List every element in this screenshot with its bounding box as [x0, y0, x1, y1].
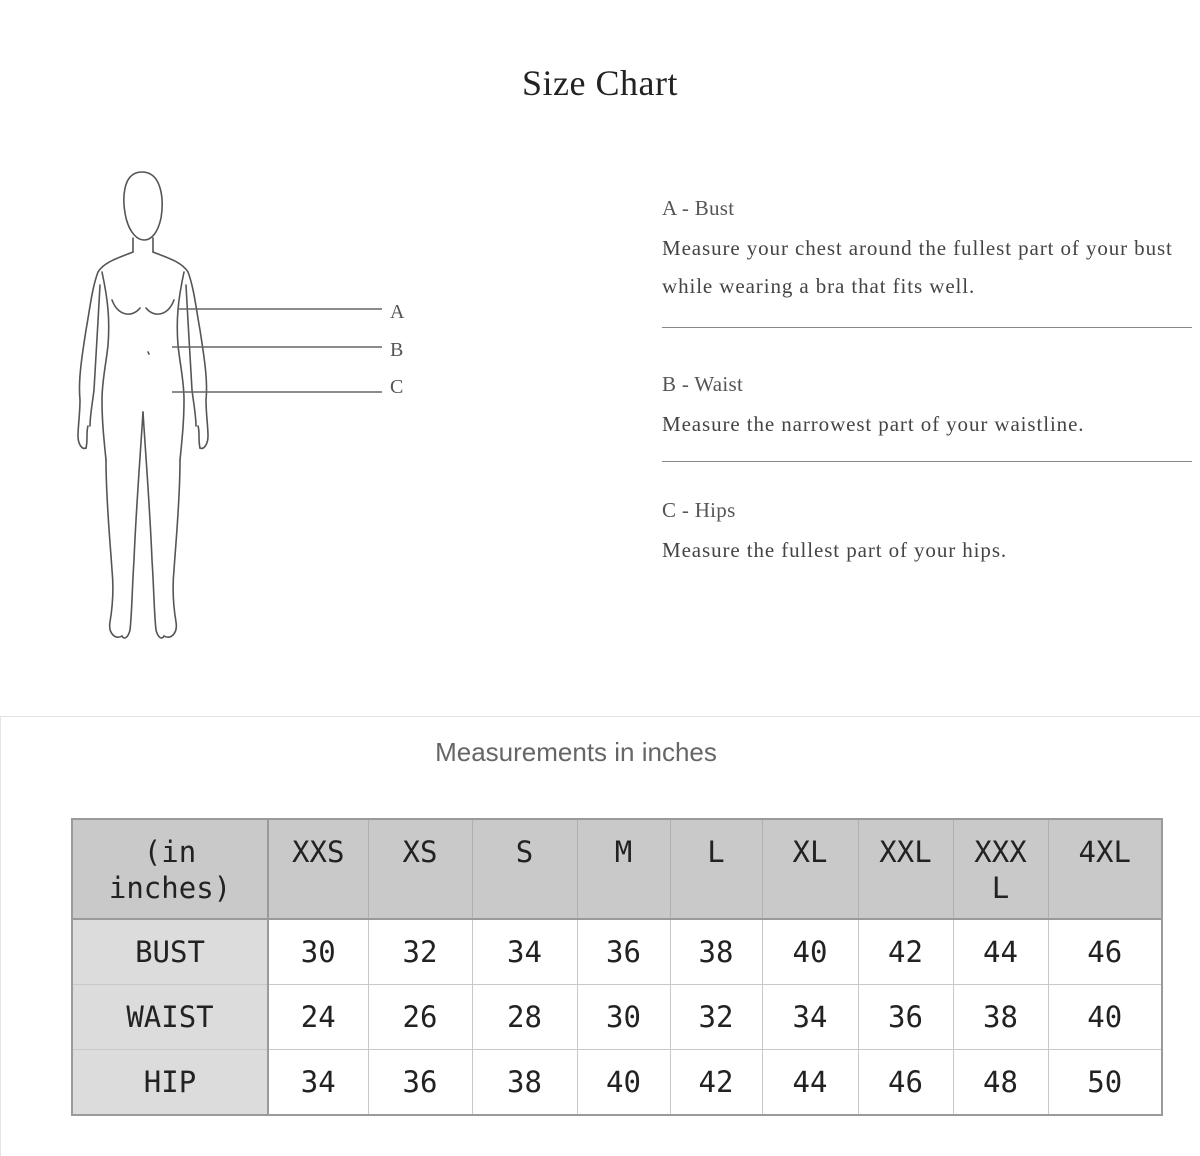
page-title: Size Chart — [522, 63, 678, 103]
table-cell: 40 — [762, 919, 858, 985]
hips-title: C - Hips — [662, 498, 736, 522]
size-header-xxs: XXS — [268, 819, 368, 919]
table-cell: 34 — [268, 1050, 368, 1116]
size-header-m: M — [577, 819, 670, 919]
table-cell: 28 — [472, 985, 577, 1050]
table-cell: 48 — [953, 1050, 1048, 1116]
measurement-instructions — [662, 196, 1192, 569]
table-cell: 44 — [762, 1050, 858, 1116]
hips-text: Measure the fullest part of your hips. — [662, 538, 1008, 562]
table-cell: 38 — [670, 919, 762, 985]
table-cell: 30 — [577, 985, 670, 1050]
row-label-waist: WAIST — [72, 985, 268, 1050]
table-cell: 42 — [858, 919, 953, 985]
waist-title: B - Waist — [662, 372, 744, 396]
table-cell: 44 — [953, 919, 1048, 985]
table-row — [72, 919, 1162, 985]
table-cell: 36 — [858, 985, 953, 1050]
guide-label-a: A — [390, 301, 405, 323]
waist-instruction — [662, 372, 1192, 443]
table-caption: Measurements in inches — [435, 737, 717, 767]
size-table — [71, 818, 1163, 1116]
table-cell: 34 — [472, 919, 577, 985]
table-row — [72, 1050, 1162, 1116]
table-cell: 46 — [858, 1050, 953, 1116]
bust-title: A - Bust — [662, 196, 735, 220]
corner-header: (in inches) — [72, 819, 268, 919]
row-label-hip: HIP — [72, 1050, 268, 1116]
table-cell: 24 — [268, 985, 368, 1050]
divider — [662, 327, 1192, 328]
table-cell: 26 — [368, 985, 472, 1050]
size-header-l: L — [670, 819, 762, 919]
size-header-s: S — [472, 819, 577, 919]
size-header-xl: XL — [762, 819, 858, 919]
bust-instruction — [662, 196, 1192, 305]
table-cell: 50 — [1048, 1050, 1162, 1116]
table-cell: 36 — [577, 919, 670, 985]
hips-instruction — [662, 498, 1192, 569]
table-cell: 46 — [1048, 919, 1162, 985]
size-header-xs: XS — [368, 819, 472, 919]
row-label-bust: BUST — [72, 919, 268, 985]
size-header-xxl: XXL — [858, 819, 953, 919]
bust-text: Measure your chest around the fullest part of your bust while wearing a bra that fits well. — [662, 236, 1173, 298]
size-header-4xl: 4XL — [1048, 819, 1162, 919]
waist-text: Measure the narrowest part of your waistline. — [662, 412, 1085, 436]
table-cell: 34 — [762, 985, 858, 1050]
size-table-panel — [0, 716, 1200, 1156]
table-cell: 38 — [472, 1050, 577, 1116]
table-cell: 32 — [670, 985, 762, 1050]
table-cell: 40 — [577, 1050, 670, 1116]
table-cell: 30 — [268, 919, 368, 985]
table-cell: 36 — [368, 1050, 472, 1116]
divider — [662, 461, 1192, 462]
table-cell: 32 — [368, 919, 472, 985]
guide-label-b: B — [390, 339, 404, 361]
size-header-xxxl: XXXL — [953, 819, 1048, 919]
table-row — [72, 985, 1162, 1050]
table-cell: 42 — [670, 1050, 762, 1116]
body-measurement-figure — [60, 160, 440, 660]
table-cell: 38 — [953, 985, 1048, 1050]
table-cell: 40 — [1048, 985, 1162, 1050]
table-header-row — [72, 819, 1162, 919]
body-outline-icon — [60, 160, 440, 660]
guide-label-c: C — [390, 376, 404, 398]
